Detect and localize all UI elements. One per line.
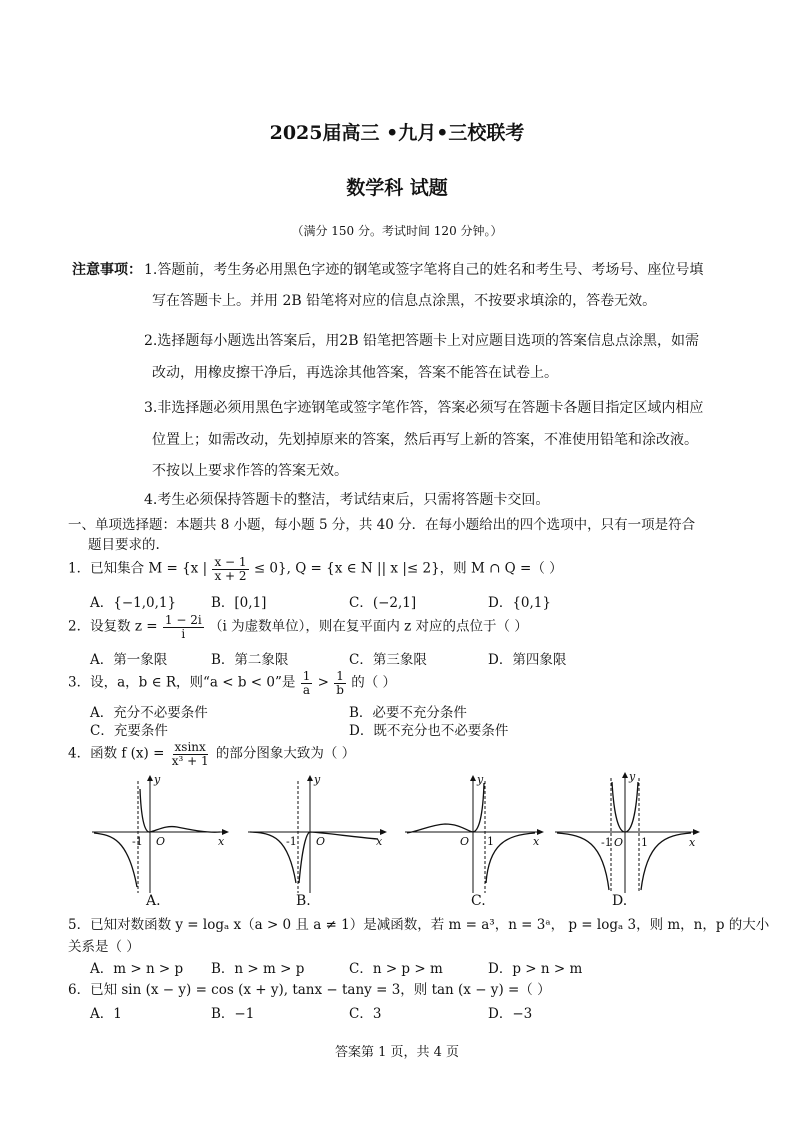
q3-option-d: D．既不充分也不必要条件 [349,723,509,739]
q4-graph-d-label: D. [612,893,628,909]
notice-item-1-line2: 写在答题卡上。并用 2B 铅笔将对应的信息点涂黑，不按要求填涂的，答卷无效。 [152,293,657,309]
q4-fraction [170,741,211,767]
q3-option-b: B．必要不充分条件 [349,705,467,721]
q4-frac-den: x³ + 1 [171,753,209,768]
notice-item-2-line1: 2.选择题每小题选出答案后，用2B 铅笔把答题卡上对应题目选项的答案信息点涂黑，如需 [144,333,700,349]
q5-option-b: B．n > m > p [211,961,305,977]
q4-graph-b [248,775,388,893]
question-3-stem [68,670,396,696]
q3-frac1-num: 1 [302,669,311,683]
q1-option-b: B．[0,1] [211,595,267,611]
q2-fraction [163,614,204,640]
q4-frac-num: xsinx [174,740,206,754]
section1-instructions-line1: 一、单项选择题：本题共 8 小题，每小题 5 分，共 40 分．在每小题给出的四个选项中，只有一项是符合 [68,517,696,533]
question-5-stem-line1: 5．已知对数函数 y = logₐ x（a > 0 且 a ≠ 1）是减函数，若 m = a³，n = 3ᵃ， p = logₐ 3，则 m，n，p 的大小 [68,917,770,933]
q3-fraction-2 [334,670,346,696]
graph-c-y-label: y [477,773,484,786]
graph-b-y-arrow [307,775,313,781]
q4-graph-a-label: A. [146,893,161,909]
notice-item-3-line2: 位置上；如需改动，先划掉原来的答案，然后再写上新的答案，不准使用铅笔和涂改液。 [152,432,698,448]
q4-graph-b-label: B. [296,893,311,909]
graph-a-y-label: y [154,773,161,786]
q2-frac-den: i [181,626,186,641]
q5-option-c: C．n > p > m [349,961,443,977]
graph-a-curve-left [94,833,137,887]
q2-prefix: 2．设复数 z = [68,618,158,635]
q6-option-b: B．−1 [211,1006,255,1022]
q1-frac-den: x + 2 [214,568,247,583]
graph-c-origin-label: O [460,835,470,848]
q6-option-c: C．3 [349,1006,382,1022]
q1-prefix: 1．已知集合 M = {x | [68,560,208,577]
q4-graph-a [92,775,230,893]
q2-option-c: C．第三象限 [349,652,427,668]
q4-graph-d [555,772,703,893]
q6-option-d: D．−3 [488,1006,533,1022]
notice-item-4: 4.考生必须保持答题卡的整洁，考试结束后，只需将答题卡交回。 [144,492,550,508]
q1-option-d: D．{0,1} [488,595,551,611]
question-6-stem: 6．已知 sin (x − y) = cos (x + y), tanx − tany = 3，则 tan (x − y) =（ ） [68,982,551,998]
section1-instructions-line2: 题目要求的. [88,537,160,553]
graph-c-x-label: x [533,835,540,848]
graph-b-curve-right [299,832,378,883]
q2-frac-num: 1 − 2i [164,613,202,627]
graph-c-one-label: 1 [487,835,494,848]
q4-graph-c-label: C. [471,893,486,909]
subject-title: 数学科 试题 [346,177,448,199]
q1-frac-num: x − 1 [214,555,247,569]
q1-option-c: C．(−2,1] [349,595,417,611]
graph-a-y-arrow [147,775,153,781]
q5-option-d: D．p > n > m [488,961,583,977]
q4-graph-c [405,775,545,893]
q3-frac2-num: 1 [336,669,344,683]
graph-b-y-label: y [314,773,321,786]
graph-a-neg-one-label: -1 [132,835,143,848]
q5-option-a: A．m > n > p [90,961,184,977]
graph-b-x-label: x [376,835,383,848]
notice-item-3-line1: 3.非选择题必须用黑色字迹钢笔或签字笔作答，答案必须写在答题卡各题目指定区域内相应 [144,400,704,416]
q3-frac2-den: b [336,682,344,697]
q3-suffix: 的（ ） [351,674,397,691]
notice-item-2-line2: 改动，用橡皮擦干净后，再选涂其他答案，答案不能答在试卷上。 [152,365,558,381]
question-5-stem-line2: 关系是（ ） [68,939,140,955]
graph-b-origin-label: O [316,835,326,848]
q4-suffix: 的部分图象大致为（ ） [215,745,356,762]
exam-info: （满分 150 分。考试时间 120 分钟。） [291,224,503,238]
q2-option-a: A．第一象限 [90,652,168,668]
notice-item-1-line1: 1.答题前，考生务必用黑色字迹的钢笔或签字笔将自己的姓名和考生号、考场号、座位号填 [144,262,704,278]
graph-d-one-label: 1 [641,836,648,849]
graph-b-neg-one-label: -1 [286,835,297,848]
graph-d-x-label: x [689,836,696,849]
q3-option-a: A．充分不必要条件 [90,705,208,721]
exam-title: 2025届高三 •九月•三校联考 [269,122,525,144]
q3-prefix: 3．设，a，b ∈ R，则“a < b < 0”是 [68,674,296,691]
graph-c-y-arrow [470,775,476,781]
graph-c-curve-left [407,783,484,833]
notice-label: 注意事项： [72,262,142,278]
q3-fraction-1 [301,670,313,696]
graph-d-y-label: y [629,770,636,783]
q3-option-c: C．充要条件 [90,723,168,739]
q1-option-a: A．{−1,0,1} [90,595,177,611]
page-footer: 答案第 1 页，共 4 页 [334,1045,460,1060]
graph-d-origin-label: O [614,836,624,849]
notice-item-3-line3: 不按以上要求作答的答案无效。 [152,463,348,479]
q1-mid: ≤ 0}, Q = {x ∈ N || x |≤ 2} [253,560,440,577]
graph-a-x-label: x [218,835,225,848]
question-1-stem [68,556,563,582]
question-4-stem [68,741,355,767]
q6-option-a: A．1 [90,1006,122,1022]
q2-option-b: B．第二象限 [211,652,289,668]
q2-suffix: （i 为虚数单位），则在复平面内 z 对应的点位于（ ） [209,618,528,635]
graph-d-neg-one-label: -1 [601,836,612,849]
graph-a-origin-label: O [156,835,166,848]
graph-d-curve-right [641,833,691,890]
q1-fraction [212,556,248,582]
question-2-stem [68,614,528,640]
q2-option-d: D．第四象限 [488,652,567,668]
graph-a-curve-right [140,789,220,832]
graph-d-x-arrow [693,829,700,835]
q1-suffix: ，则 M ∩ Q =（ ） [439,560,563,577]
q3-frac1-den: a [302,682,311,697]
graph-d-y-arrow [622,772,628,778]
q3-gt: > [317,674,329,691]
q4-prefix: 4．函数 f (x) = [68,745,165,762]
